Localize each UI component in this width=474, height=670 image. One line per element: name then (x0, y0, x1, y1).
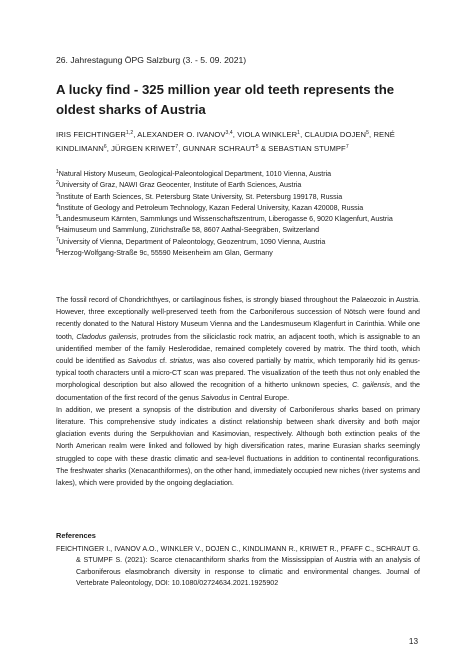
taxon-name: Saivodus (200, 393, 230, 402)
author-affiliation-marker: 3,4 (225, 130, 233, 136)
meeting-header: 26. Jahrestagung ÖPG Salzburg (3. - 5. 09. 2021) (56, 55, 247, 65)
author-affiliation-marker: 6 (103, 144, 107, 150)
affiliation-number: 3 (56, 191, 59, 198)
affiliation-number: 5 (56, 214, 59, 221)
paper-title: A lucky find - 325 million year old teeth represents the oldest sharks of Austria (56, 82, 395, 117)
author-separator: & (258, 144, 269, 153)
affiliation-item (56, 225, 436, 236)
author-affiliation-marker: 5 (366, 130, 370, 136)
abstract-paragraph-2: In addition, we present a synopsis of the distribution and diversity of Carboniferous sharks based on primary literature. This comprehensive study indicates a distinct relationship between shark diversity and both major glaciation events during the Serpukhovian and Kasimovian, respectively. Although both extinction peaks of the North American realm were linked and followed by high diversification rates, marine Eurasian sharks seemingly struggled to cope with these drastic climatic and sea-level fluctuations in addition to continental reconfigurations. The freshwater sharks (Xenacanthiformes), on the other hand, immediately occupied new niches (river systems and lakes), which were provided by the ongoing deglaciation. (56, 405, 420, 488)
affiliation-text: Natural History Museum, Geological-Paleontological Department, 1010 Vienna, Austria (58, 170, 332, 178)
reference-entry: FEICHTINGER I., IVANOV A.O., WINKLER V., DOJEN C., KINDLIMANN R., KRIWET R., PFAFF C., SCHRAUT G. & STUMPF S. (2021): Scarce ctenacanthiform sharks from the Mississippian of Austria with an analysis of Carboniferous elasmobranch diversity in response to climatic and environmental changes. Journal of Vertebrate Paleontology, DOI: 10.1080/02724634.2021.1925902 (56, 545, 420, 588)
affiliation-item (56, 203, 436, 214)
author-separator: , (106, 144, 112, 153)
abstract-text: The fossil record of Chondrichthyes, or cartilaginous fishes, is strongly biased throughout the Palaeozoic in Austria. However, three exceptionally well-preserved teeth from the Carboniferous succession of Nötsch were found and recently donated to the Natural History Museum Vienna and the Landesmuseum Klagenfurt in Carinthia. While one tooth, (56, 296, 420, 341)
taxon-name: Saivodus (127, 357, 157, 366)
author-affiliation-marker: 1,2 (125, 130, 134, 136)
author-affiliation-marker: 5 (255, 144, 259, 150)
author-separator: , (232, 130, 238, 139)
affiliation-text: Institute of Geology and Petroleum Technology, Kazan Federal University, Kazan 420008, Russia (58, 203, 364, 212)
author-separator: , (300, 130, 305, 139)
affiliation-item (56, 180, 436, 191)
abstract-text: , and the documentation of the first record of the genus (56, 381, 420, 402)
affiliation-item (56, 214, 436, 225)
affiliation-number: 2 (56, 180, 59, 187)
affiliation-number: 8 (56, 248, 59, 255)
author-name: IRIS FEICHTINGER (56, 130, 126, 139)
abstract-text: cf. (156, 357, 170, 366)
affiliation-text: Herzog-Wolfgang-Straße 9c, 55590 Meisenheim am Glan, Germany (58, 249, 273, 258)
author-separator: , (133, 130, 138, 139)
affiliation-text: Institute of Earth Sciences, St. Petersburg State University, St. Petersburg 199178, Russia (58, 192, 343, 201)
affiliation-item (56, 192, 436, 203)
affiliation-number: 7 (56, 236, 59, 243)
author-name: RENÉ KINDLIMANN (56, 130, 395, 153)
author-name: VIOLA WINKLER (237, 130, 298, 139)
author-name: CLAUDIA DOJEN (304, 130, 367, 139)
abstract-text: in Central Europe. (229, 393, 290, 402)
affiliation-list (56, 169, 436, 259)
author-separator: , (178, 144, 183, 153)
author-affiliation-marker: 7 (175, 144, 179, 150)
author-name: JÜRGEN KRIWET (111, 144, 176, 153)
taxon-name: striatus (169, 357, 193, 366)
abstract (56, 294, 420, 489)
page-number: 13 (408, 637, 418, 646)
author-name: GUNNAR SCHRAUT (182, 144, 256, 153)
affiliation-text: University of Vienna, Department of Paleontology, Geozentrum, 1090 Vienna, Austria (58, 237, 326, 246)
affiliation-item (56, 248, 436, 259)
author-list (56, 128, 426, 156)
abstract-text: , protrudes from the siliciclastic rock matrix, an adjacent tooth, which is assignable to an unidentified member of the family Heslerodidae, remained completely covered by matrix. The third tooth, which could be identified as (56, 332, 420, 366)
references-heading: References (56, 531, 96, 540)
author-name: SEBASTIAN STUMPF (268, 144, 346, 153)
affiliation-text: University of Graz, NAWI Graz Geocenter, Institute of Earth Sciences, Austria (58, 181, 302, 190)
taxon-name: Cladodus gailensis (76, 332, 137, 341)
abstract-paragraph-1 (56, 294, 420, 404)
author-separator: , (369, 130, 374, 139)
affiliation-number: 6 (56, 225, 59, 232)
taxon-name: C. gailensis (352, 381, 390, 390)
affiliation-number: 4 (56, 202, 59, 209)
author-name: ALEXANDER O. IVANOV (137, 130, 226, 139)
affiliation-number: 1 (56, 169, 59, 175)
author-affiliation-marker: 7 (345, 144, 349, 150)
affiliation-text: Haimuseum und Sammlung, Zürichstraße 58, 8607 Aathal-Seegräben, Switzerland (58, 226, 320, 235)
author-affiliation-marker: 1 (297, 130, 301, 136)
affiliation-item (56, 237, 436, 248)
affiliation-item (56, 169, 436, 180)
abstract-text: , was also covered partially by matrix, which temporarily hid its genus-typical tooth characters until a micro-CT scan was prepared. The visualization of the teeth thus not only enabled the morphological description but also allowed the recognition of a hitherto unknown species, (56, 357, 420, 390)
affiliation-text: Landesmuseum Kärnten, Sammlungs und Wissenschaftszentrum, Liberogasse 6, 9020 Klagenfurt, Austria (58, 215, 393, 224)
